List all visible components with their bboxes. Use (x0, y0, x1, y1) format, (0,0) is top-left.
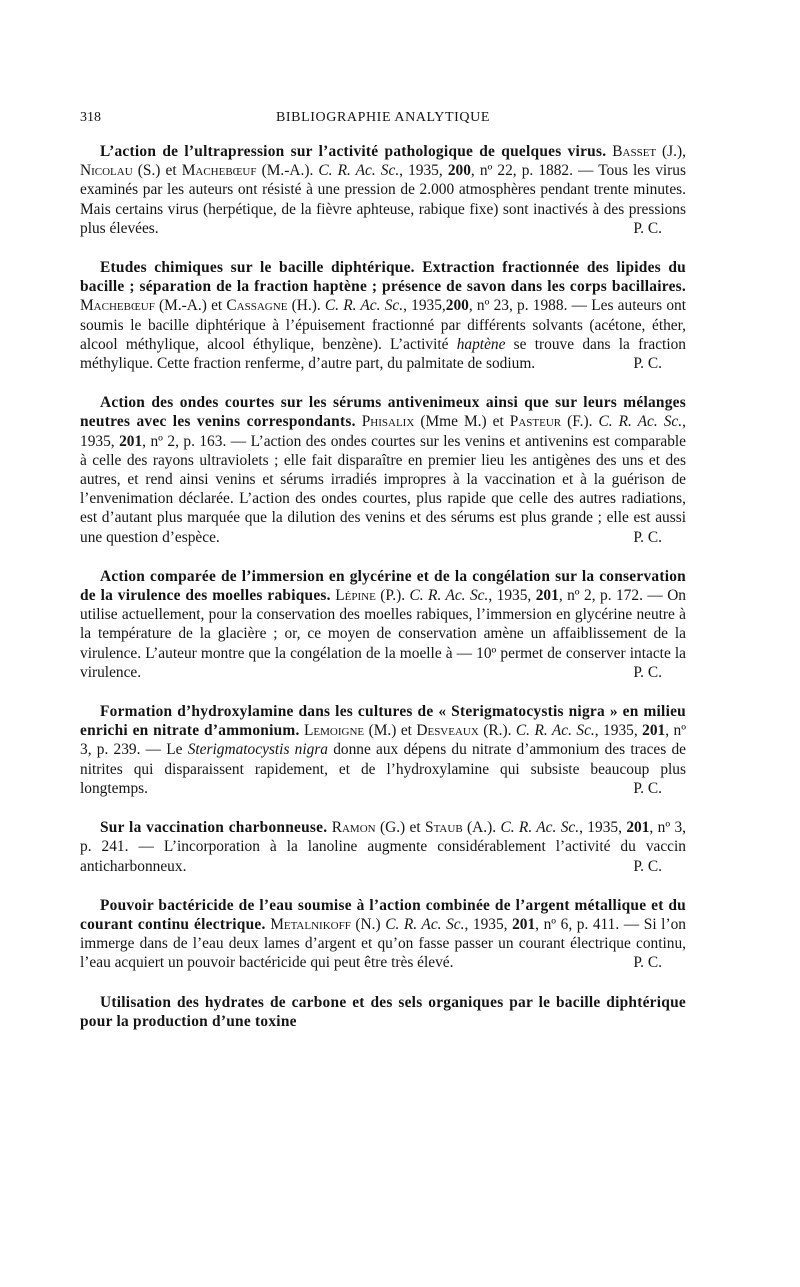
author-initial: (M.-A.) et (154, 297, 227, 315)
citation-year: , 1935, (399, 162, 448, 180)
signature: P. C. (633, 779, 662, 797)
author-name: Pasteur (509, 413, 562, 431)
entry-title: Action comparée de l’immersion en glycérine et de la congélation sur la conservation de la virulence des moelles rabiques. (80, 567, 686, 605)
author-name: Machebœuf (181, 162, 257, 180)
citation-volume: 200 (445, 297, 469, 315)
signature: P. C. (633, 355, 662, 373)
citation-volume: 201 (119, 432, 143, 450)
running-head: BIBLIOGRAPHIE ANALYTIQUE (275, 110, 491, 125)
author-name: Lemoigne (304, 722, 365, 740)
citation-volume: 201 (535, 587, 559, 605)
abstract-text: L’action des ondes courtes sur les venins et antivenins est comparable à celle des rayons ultraviolets ; elle fait disparaître en premier lieu les antigènes des uns et des autres, et rend ainsi venins et sérums irradiés impropres à la vaccination et à la guérison de l’envenimation déclarée. L’action des ondes courtes, plus rapide que celle des autres radiations, est d’autant plus marquée que la dilution des venins et des sérums est plus grande ; elle est aussi une question d’espèce. (80, 432, 686, 546)
author-name: Cassagne (226, 297, 288, 315)
entry-title: Sur la vaccination charbonneuse. (100, 819, 328, 837)
page-number: 318 (80, 110, 101, 125)
entry-title: Formation d’hydroxylamine dans les cultures de « Sterigmatocystis nigra » en milieu enrichi en nitrate d’ammonium. (80, 703, 686, 740)
entry-title: Etudes chimiques sur le bacille diphtérique. Extraction fractionnée des lipides du bacille ; séparation de la fraction haptène ; présence de savon dans les corps bacillaires. (80, 259, 686, 296)
journal-name: C. R. Ac. Sc. (385, 915, 465, 933)
citation-year: , 1935, (80, 413, 686, 450)
citation-ref: , nº 23, p. 1988. — (468, 297, 592, 315)
signature: P. C. (633, 528, 662, 546)
page-header (80, 108, 686, 132)
author-name: Staub (425, 819, 463, 837)
entry-title: Utilisation des hydrates de carbone et des sels organiques par le bacille diphtérique pour la production d’une toxine (80, 993, 686, 1030)
author-initial: (S.) et (132, 162, 182, 180)
abstract-text: Tous les virus examinés par les auteurs ont résisté à une pression de 2.000 atmosphères pendant trente minutes. Mais certains virus (herpétique, de la fièvre aphteuse, rabique fixe) sont inactivés à des pressions plus élevées. (80, 162, 686, 237)
citation-year: , 1935, (594, 722, 643, 740)
abstract-italic: Sterigmatocystis nigra (187, 741, 328, 759)
journal-name: C. R. Ac. Sc. (500, 819, 580, 837)
author-initial: (N.) (350, 915, 386, 933)
abstract-text: donne aux dépens du nitrate d’ammonium des traces de nitrites qui disparaissent rapidement, et de l’hydroxylamine qui subsiste beaucoup plus longtemps. (80, 741, 686, 797)
abstract-text: Le (166, 741, 188, 759)
bibliography-entry (80, 258, 686, 373)
signature: P. C. (633, 219, 662, 237)
citation-volume: 201 (512, 915, 536, 933)
citation-year: , 1935, (464, 915, 513, 933)
abstract-text: Les auteurs ont soumis le bacille diphtérique à l’épuisement fractionné par différents solvants (acétone, éther, alcool méthylique, alcool éthylique, benzène). L’activité (80, 297, 686, 353)
author-initial: (G.) et (375, 819, 426, 837)
abstract-text: se trouve dans la fraction méthylique. Cette fraction renferme, d’autre part, du palmitate de sodium. (80, 335, 686, 373)
citation-ref: , nº 2, p. 163. — (142, 432, 251, 450)
entry-title: Pouvoir bactéricide de l’eau soumise à l’action combinée de l’argent métallique et du courant continu électrique. (80, 896, 686, 933)
author-initial: (M.) et (364, 722, 417, 740)
journal-name: C. R. Ac. Sc. (515, 722, 595, 740)
citation-ref: , nº 3, p. 239. — (80, 722, 686, 759)
bibliography-entry (80, 393, 686, 547)
citation-year: , 1935, (488, 587, 536, 605)
entry-title: L’action de l’ultrapression sur l’activité pathologique de quelques virus. (100, 143, 607, 160)
entry-title: Action des ondes courtes sur les sérums antivenimeux ainsi que sur leurs mélanges neutres avec les venins correspondants. (80, 394, 686, 431)
citation-ref: , nº 22, p. 1882. — (470, 162, 599, 180)
author-initial: (A.). (462, 819, 501, 837)
citation-year: , 1935, (579, 819, 627, 837)
author-initial: (Mme M.) et (414, 413, 510, 431)
author-initial: (P.). (375, 587, 410, 605)
citation-volume: 201 (626, 819, 650, 837)
bibliography-entry (80, 567, 686, 682)
abstract-text: Si l’on immerge dans de l’eau deux lames d’argent et qu’on fasse passer un courant électrique continu, l’eau acquiert un pouvoir bactéricide qui peut être très élevé. (80, 915, 686, 972)
citation-year: , 1935, (403, 297, 446, 315)
abstract-text: On utilise actuellement, pour la conservation des moelles rabiques, l’immersion en glycérine neutre à la température de la glacière ; or, ce moyen de conservation amène un affaiblissement de la virulence. L’auteur montre que la congélation de la moelle à — 10º permet de conserver intacte la virulence. (80, 587, 686, 681)
bibliography-entry (80, 993, 686, 1031)
abstract-italic: haptène (456, 335, 506, 353)
bibliography-entry (80, 896, 686, 973)
author-initial: (R.). (478, 722, 516, 740)
signature: P. C. (633, 857, 662, 875)
citation-ref: , nº 2, p. 172. — (558, 587, 668, 605)
author-name: Ramon (331, 819, 376, 837)
signature: P. C. (633, 954, 662, 972)
citation-ref: , nº 3, p. 241. — (80, 819, 686, 856)
journal-name: C. R. Ac. Sc. (409, 587, 489, 605)
author-name: Basset (612, 143, 657, 160)
bibliography-entry (80, 142, 686, 238)
signature: P. C. (633, 663, 662, 681)
bibliography-entry (80, 818, 686, 876)
author-initial: (J.), (656, 143, 686, 160)
author-name: Nicolau (80, 162, 133, 180)
author-name: Machebœuf (80, 297, 155, 315)
journal-name: C. R. Ac. Sc. (324, 297, 404, 315)
citation-volume: 201 (642, 722, 666, 740)
author-name: Phisalix (361, 413, 415, 431)
author-name: Lépine (335, 587, 376, 605)
citation-volume: 200 (447, 162, 471, 180)
citation-ref: , nº 6, p. 411. — (535, 915, 644, 933)
bibliography-entry (80, 702, 686, 798)
author-name: Metalnikoff (270, 915, 351, 933)
author-initial: (F.). (561, 413, 599, 431)
journal-name: C. R. Ac. Sc. (598, 413, 683, 431)
document-page (80, 108, 686, 1031)
author-initial: (M.-A.). (256, 162, 319, 180)
author-name: Desveaux (416, 722, 479, 740)
journal-name: C. R. Ac. Sc. (318, 162, 400, 180)
abstract-text: L’incorporation à la lanoline augmente considérablement l’activité du vaccin anticharbonneux. (80, 838, 686, 875)
author-initial: (H.). (287, 297, 325, 315)
